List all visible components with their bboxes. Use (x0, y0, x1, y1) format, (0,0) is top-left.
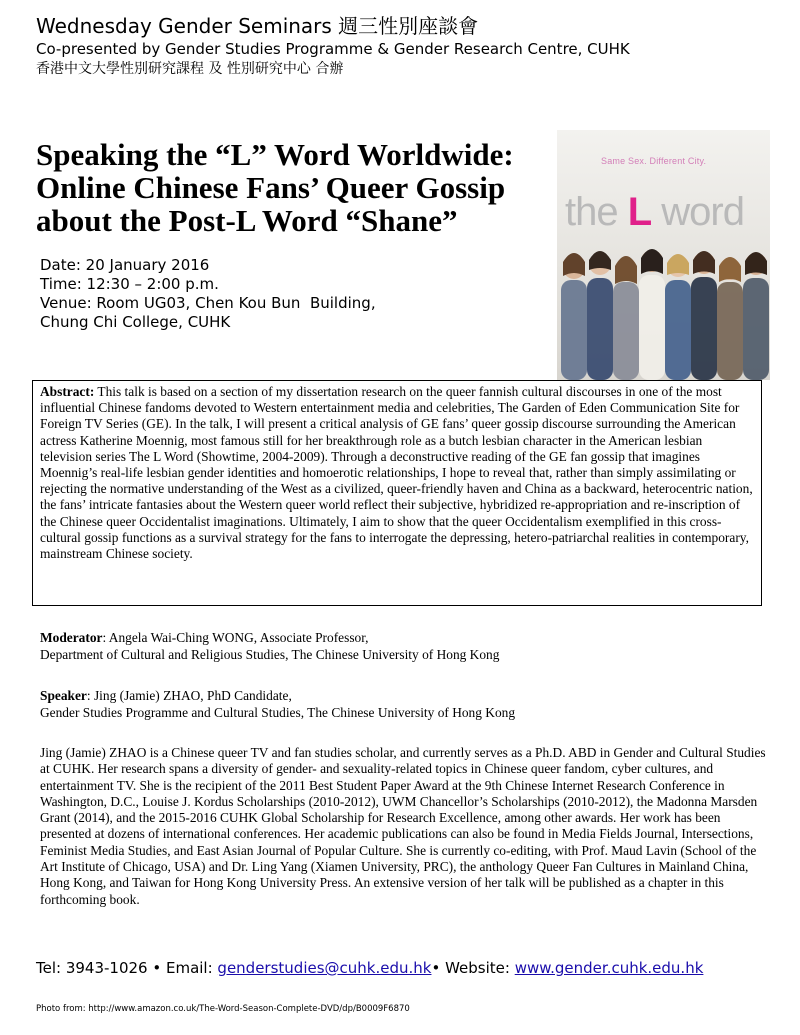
contact-line (36, 959, 703, 978)
event-time: Time: 12:30 – 2:00 p.m. (40, 275, 219, 293)
speaker-affiliation: Gender Studies Programme and Cultural Studies, The Chinese University of Hong Kong (40, 704, 516, 720)
speaker-name: : Jing (Jamie) ZHAO, PhD Candidate, (86, 688, 292, 703)
speaker-bio: Jing (Jamie) ZHAO is a Chinese queer TV and fan studies scholar, and currently serves as a Ph.D. ABD in Gender and Cultural Studies at CUHK. Her research spans a diversity of gender- and sexuality-related topics in Chinese queer fandom, cyber cultures, and entertainment TV. She is the recipient of the 2011 Best Student Paper Award at the 9th Chinese Internet Research Conference in Washington, D.C., Louise J. Kordus Scholarships (2010-2012), UWM Chancellor’s Scholarships (2010-2012), the Madonna Marsden Grant (2014), and the 2015-2016 CUHK Global Scholarship for Research Excellence, among other awards. Her work has been presented at dozens of international conferences. Her academic publications can also be found in Media Fields Journal, Intersections, Feminist Media Studies, and East Asian Journal of Popular Culture. She is currently co-editing, with Prof. Maud Lavin (School of the Art Institute of Chicago, USA) and Dr. Ling Yang (Xiamen University, PRC), the anthology Queer Fan Cultures in Mainland China, Hong Kong, and Taiwan for Hong Kong University Press. An extensive version of her talk will be published as a chapter in this forthcoming book. (40, 745, 766, 907)
poster-logo-letter: L (627, 190, 652, 234)
contact-tel: Tel: 3943-1026 • Email: (36, 959, 218, 977)
photo-credit: Photo from: http://www.amazon.co.uk/The-Word-Season-Complete-DVD/dp/B0009F6870 (36, 1004, 410, 1014)
event-venue-line-2: Chung Chi College, CUHK (40, 313, 231, 331)
copresented-line-chinese: 香港中文大學性別研究課程 及 性別研究中心 合辦 (36, 61, 344, 77)
moderator-info (40, 630, 770, 663)
seminar-series-title: Wednesday Gender Seminars 週三性別座談會 (36, 14, 479, 38)
moderator-affiliation: Department of Cultural and Religious Studies, The Chinese University of Hong Kong (40, 646, 500, 662)
moderator-label: Moderator (40, 630, 103, 645)
moderator-name: : Angela Wai-Ching WONG, Associate Professor, (102, 630, 369, 645)
event-details (40, 256, 376, 332)
poster-logo-pre: the (565, 190, 628, 234)
copresented-line: Co-presented by Gender Studies Programme & Gender Research Centre, CUHK (36, 40, 630, 58)
speaker-label: Speaker (40, 688, 87, 703)
event-venue-line-1: Venue: Room UG03, Chen Kou Bun Building, (40, 294, 376, 312)
title-line-2: Online Chinese Fans’ Queer Gossip (36, 170, 506, 205)
event-date: Date: 20 January 2016 (40, 256, 210, 274)
speaker-info (40, 688, 770, 721)
abstract-box (32, 380, 762, 606)
l-word-poster-image (557, 130, 770, 380)
poster-cast-illustration (557, 130, 770, 380)
poster-logo-post: word (651, 190, 744, 234)
title-line-3: about the Post-L Word “Shane” (36, 203, 458, 238)
title-line-1: Speaking the “L” Word Worldwide: (36, 137, 514, 172)
contact-separator: • Website: (431, 959, 515, 977)
poster-tagline: Same Sex. Different City. (601, 156, 707, 166)
abstract-label: Abstract: (40, 384, 95, 399)
email-link[interactable]: genderstudies@cuhk.edu.hk (217, 959, 432, 977)
website-link[interactable]: www.gender.cuhk.edu.hk (514, 959, 704, 977)
abstract-text: This talk is based on a section of my dissertation research on the queer fannish cultural discourses in one of the most influential Chinese fandoms devoted to Western entertainment media and celebrities, The Garden of Eden Communication Site for Foreign TV Series (GE). In the talk, I will present a critical analysis of GE fans’ queer gossip discourse surrounding the American actress Katherine Moennig, most famous still for her breakthrough role as a butch lesbian character in the American lesbian television series The L Word (Showtime, 2004-2009). Through a deconstructive reading of the GE fan gossip that imagines Moennig’s real-life lesbian gender identities and homoerotic relationships, I hope to reveal that, rather than simply assimilating or rejecting the normative understanding of the West as a civilized, queer-friendly haven and China as a backward, heterocentric nation, the fans’ intricate fantasies about the Western queer world reflect their subjective, hybridized re-appropriation and re-inscription of the Chinese queer Occidentalist imaginations. Ultimately, I aim to show that the queer Occidentalism exemplified in this cross-cultural gossip functions as a survival strategy for the fans to interrogate the depressing, hetero-patriarchal realities in contemporary, mainstream Chinese society. (40, 384, 753, 562)
talk-title (36, 138, 636, 237)
